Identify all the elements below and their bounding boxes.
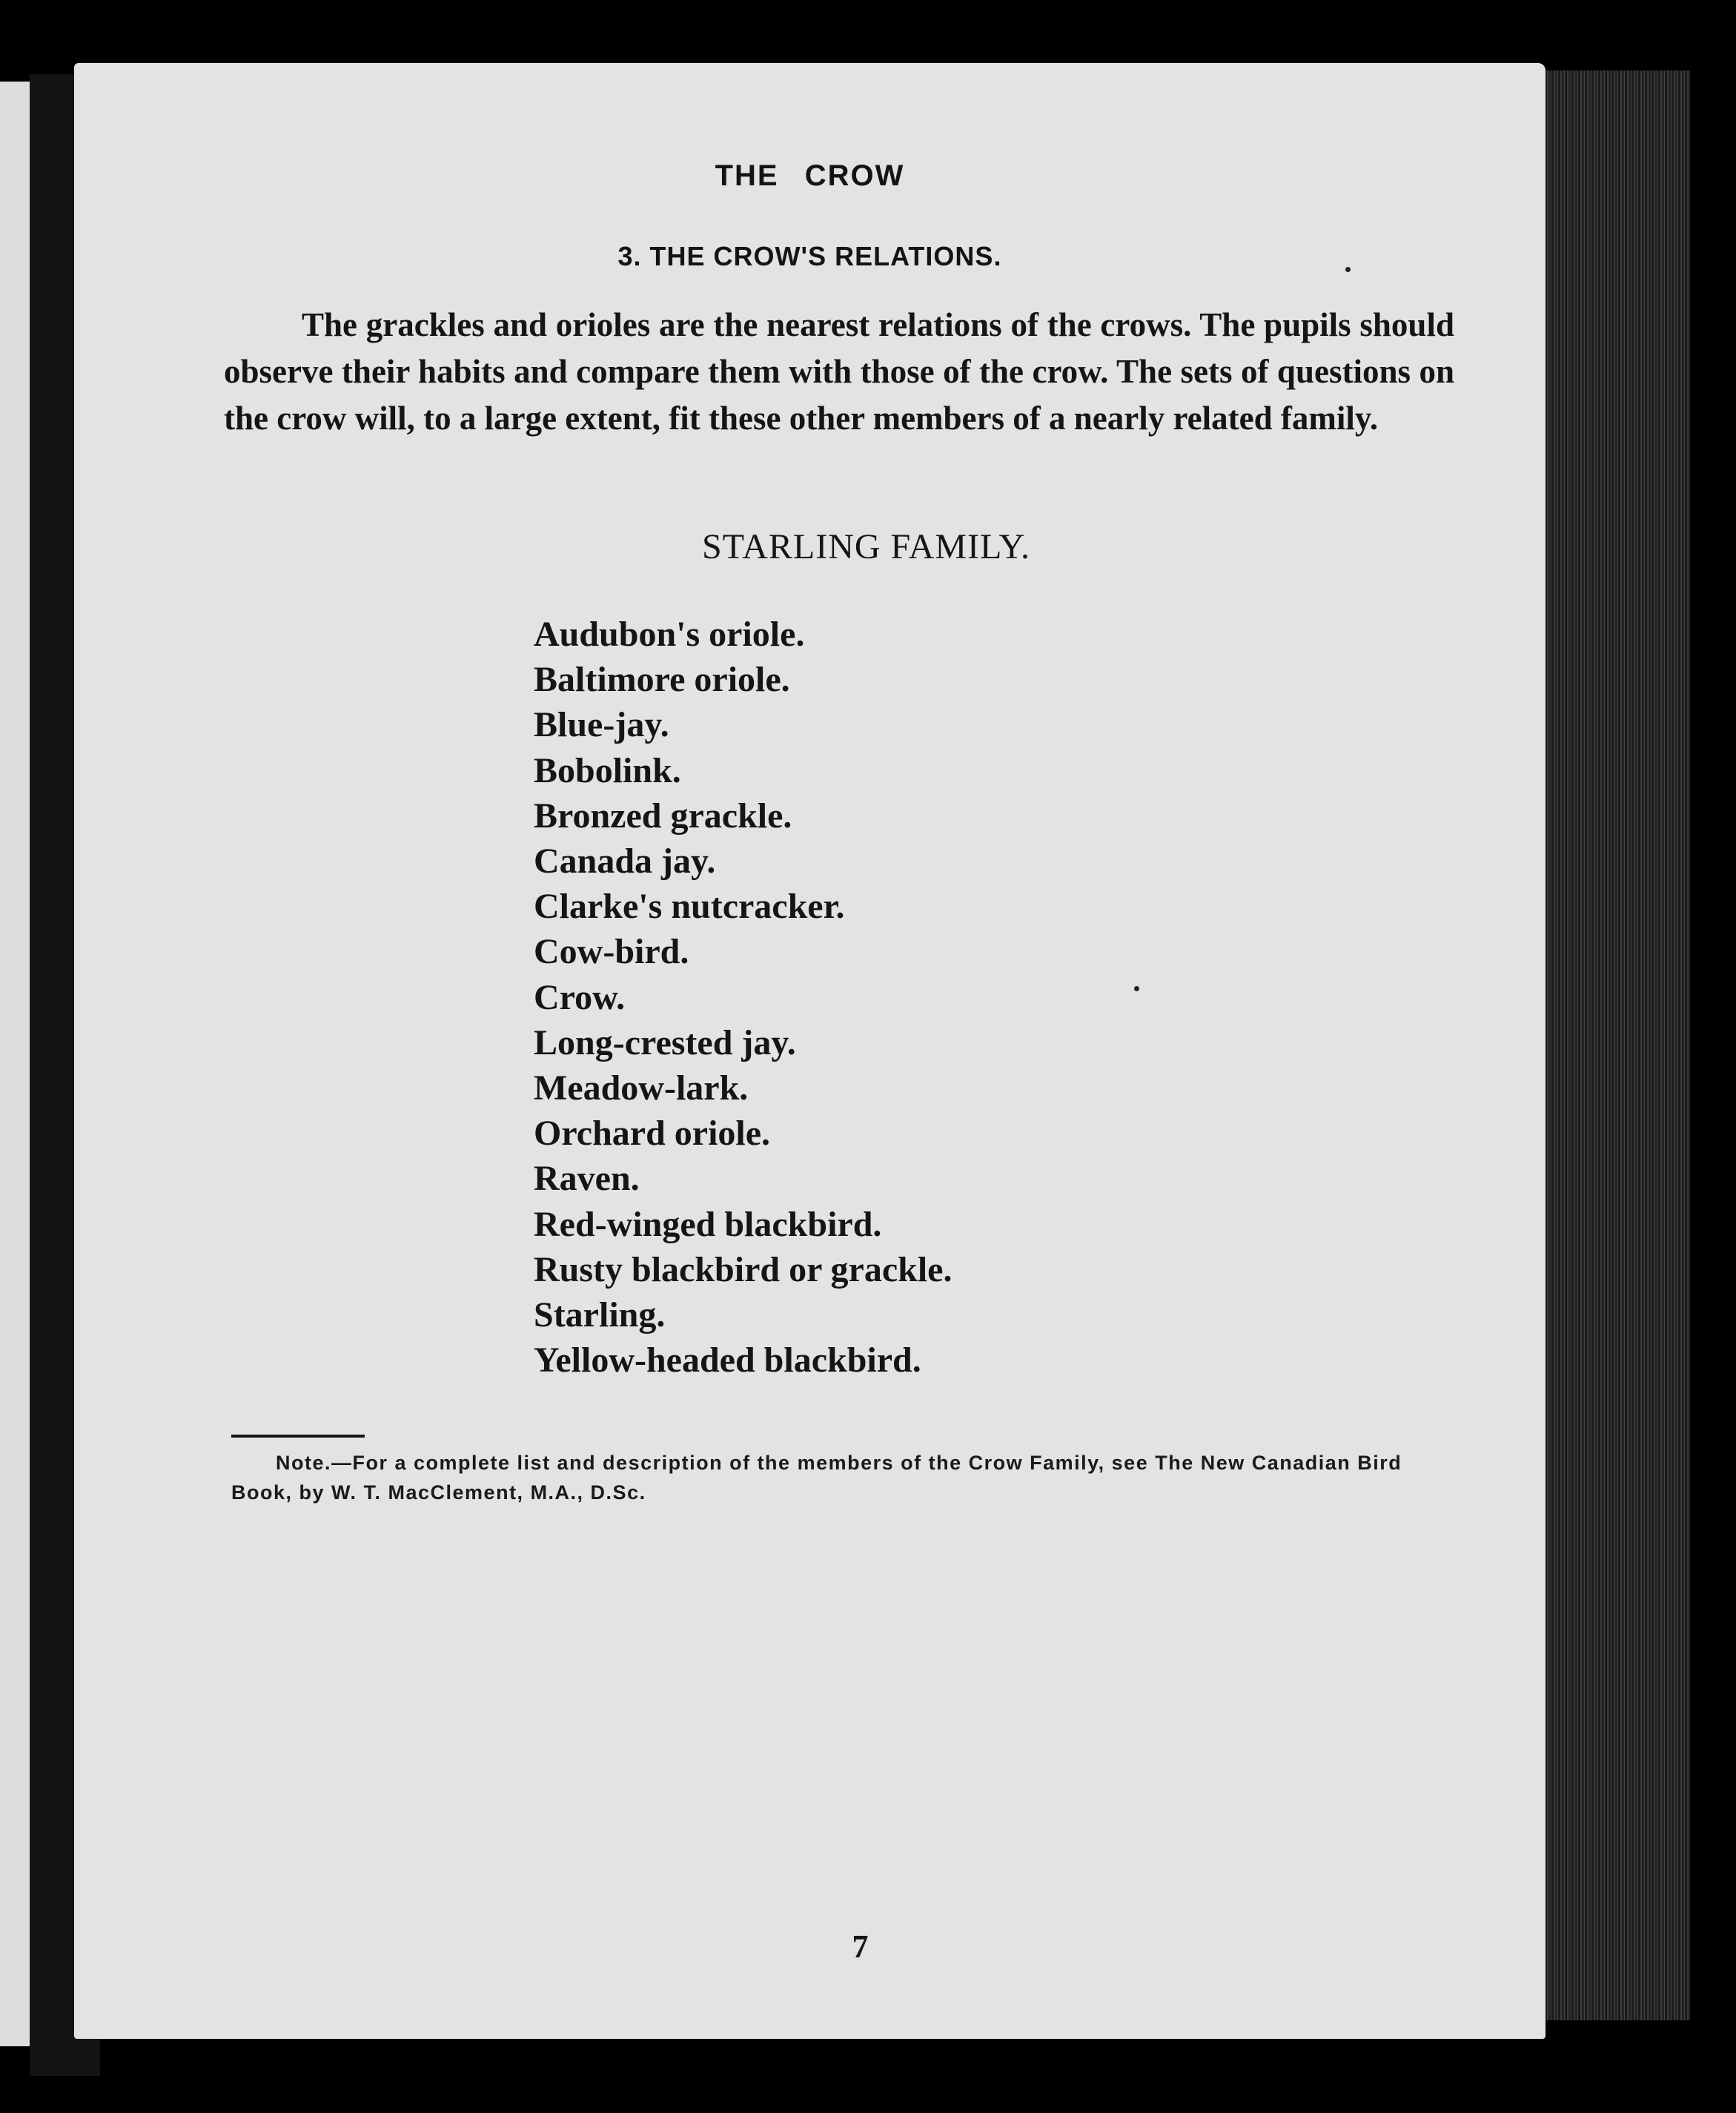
speck <box>1134 986 1139 991</box>
list-item: Audubon's oriole. <box>534 615 805 654</box>
list-item: Long-crested jay. <box>534 1022 796 1062</box>
bird-list <box>534 612 952 1383</box>
body-paragraph: The grackles and orioles are the nearest relations of the crows. The pupils should observe their habits and compare them with those of the crow. The sets of questions on the crow will, to a large extent, fit these other members of a nearly related family. <box>224 306 1454 437</box>
page-number: 7 <box>852 1928 869 1965</box>
list-item: Red-winged blackbird. <box>534 1204 882 1244</box>
left-page-edge <box>0 82 30 2046</box>
list-item: Meadow-lark. <box>534 1068 749 1108</box>
list-item: Baltimore oriole. <box>534 660 790 700</box>
footnote-rule <box>231 1435 365 1438</box>
page-edges-stack <box>1538 70 1690 2020</box>
footnote: Note.—For a complete list and description of the members of the Crow Family, see The New Canadian Bird Book, by W. T. MacClement, M.A., D.Sc. <box>231 1452 1402 1504</box>
list-item: Clarke's nutcracker. <box>534 887 845 927</box>
list-item: Yellow-headed blackbird. <box>534 1340 921 1380</box>
list-item: Starling. <box>534 1295 666 1335</box>
section-title: 3. THE CROW'S RELATIONS. <box>617 241 1002 271</box>
list-item: Blue-jay. <box>534 705 669 745</box>
list-item: Rusty blackbird or grackle. <box>534 1249 953 1289</box>
list-item: Bobolink. <box>534 750 681 790</box>
list-item: Canada jay. <box>534 841 716 882</box>
speck <box>1345 267 1351 272</box>
list-item: Bronzed grackle. <box>534 796 792 836</box>
book-page <box>74 63 1545 2039</box>
running-head: THE CROW <box>715 159 905 192</box>
list-item: Cow-bird. <box>534 932 689 972</box>
list-item: Crow. <box>534 977 626 1017</box>
list-item: Raven. <box>534 1159 640 1199</box>
list-item: Orchard oriole. <box>534 1114 771 1154</box>
family-heading: STARLING FAMILY. <box>702 527 1030 566</box>
